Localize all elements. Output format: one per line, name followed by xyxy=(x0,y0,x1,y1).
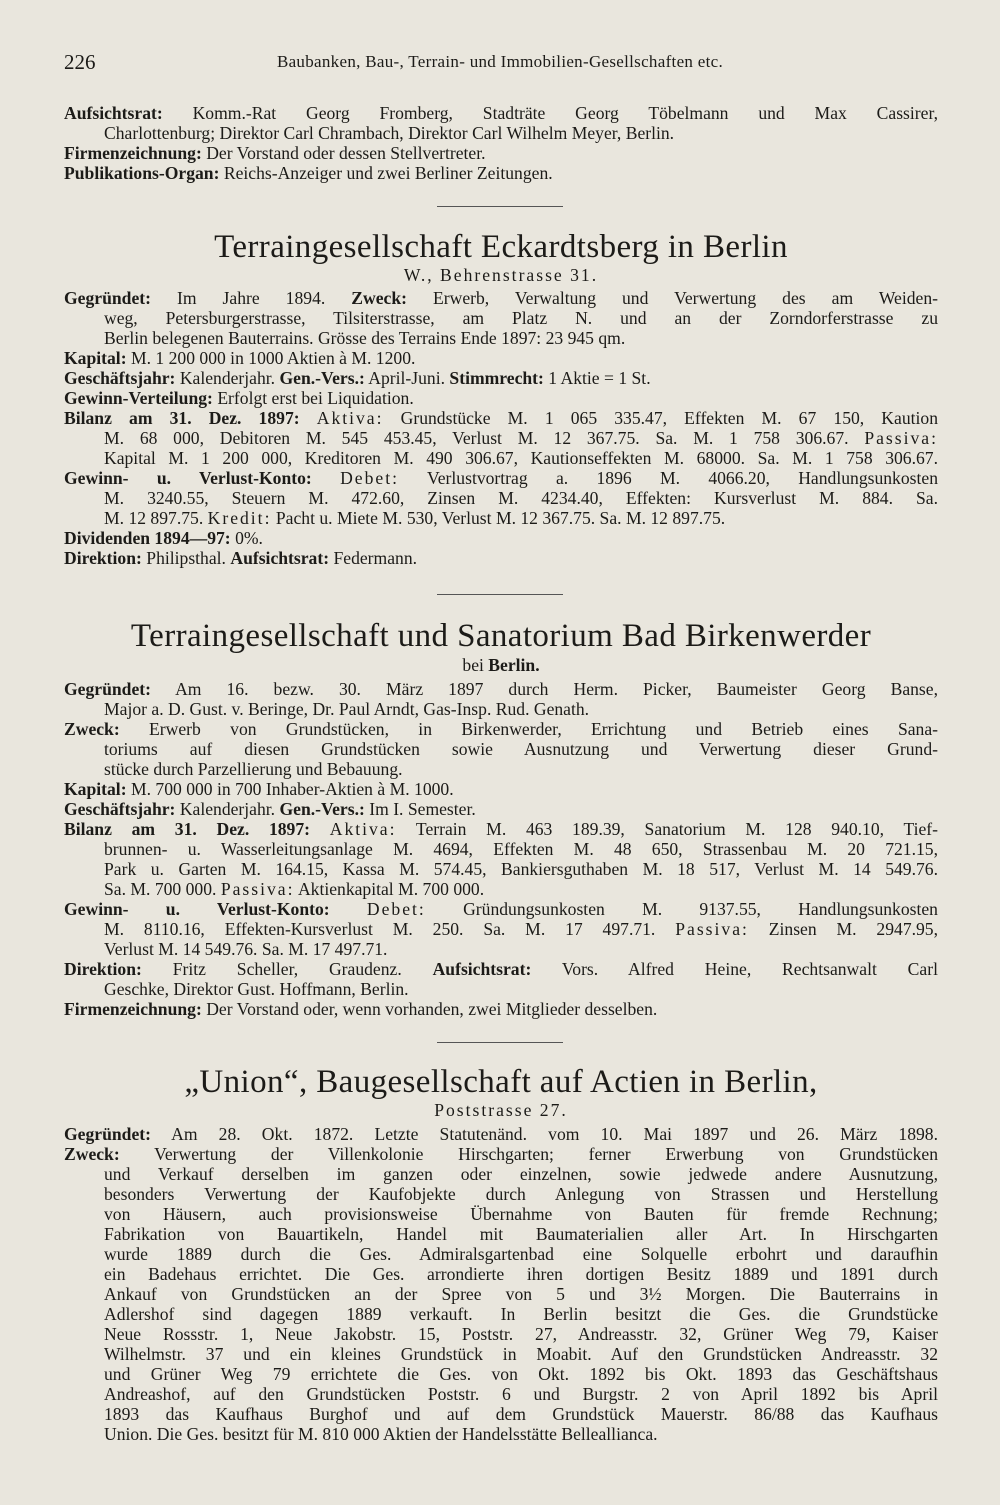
kapital-line: Kapital: M. 700 000 in 700 Inhaber-Aktien à M. 1000. xyxy=(64,779,454,799)
section-divider xyxy=(437,206,563,207)
bilanz-line-1: Bilanz am 31. Dez. 1897: Aktiva: Grundstücke M. 1 065 335.47, Effekten M. 67 150, Kaution xyxy=(64,408,938,428)
previous-entry-tail xyxy=(64,103,938,183)
firmenzeichnung-line: Firmenzeichnung: Der Vorstand oder, wenn vorhanden, zwei Mitglieder desselben. xyxy=(64,999,658,1019)
zweck-line: 1893 das Kaufhaus Burghof und auf dem Grundstück Mauerstr. 86/88 das Kaufhaus xyxy=(104,1404,938,1424)
zweck-line: und Verkauf derselben im ganzen oder einzelnen, sowie jedwede andere Ausnutzung, xyxy=(104,1164,938,1184)
bilanz-line-2: M. 68 000, Debitoren M. 545 453.45, Verlust M. 12 367.75. Sa. M. 1 758 306.67. Passiva: xyxy=(104,428,938,448)
geschaeftsjahr-line: Geschäftsjahr: Kalenderjahr. Gen.-Vers.: April-Juni. Stimmrecht: 1 Aktie = 1 St. xyxy=(64,368,651,388)
zweck-line: und Grüner Weg 79 errichtete die Ges. von Okt. 1892 bis Okt. 1893 das Geschäftshaus xyxy=(104,1364,938,1384)
gewinn-verteilung-line: Gewinn-Verteilung: Erfolgt erst bei Liquidation. xyxy=(64,388,414,408)
entry-birkenwerder xyxy=(64,679,938,1019)
company-title-birkenwerder: Terraingesellschaft und Sanatorium Bad Birkenwerder xyxy=(130,618,872,654)
company-title-eckardtsberg: Terraingesellschaft Eckardtsberg in Berlin xyxy=(214,229,788,265)
zweck-line: Neue Rossstr. 1, Neue Jakobstr. 15, Poststr. 27, Andreasstr. 32, Grüner Weg 79, Kaiser xyxy=(104,1324,938,1344)
guv-line-1: Gewinn- u. Verlust-Konto: Debet: Gründungsunkosten M. 9137.55, Handlungsunkosten xyxy=(64,899,938,919)
zweck-line: Andreashof, auf den Grundstücken Poststr. 6 und Burgstr. 2 von April 1892 bis April xyxy=(104,1384,938,1404)
zweck-line: Wilhelmstr. 37 und ein kleines Grundstück in Moabit. Auf den Grundstücken Andreasstr. 32 xyxy=(104,1344,938,1364)
firmenzeichnung-line: Firmenzeichnung: Der Vorstand oder dessen Stellvertreter. xyxy=(64,143,486,163)
kapital-line: Kapital: M. 1 200 000 in 1000 Aktien à M. 1200. xyxy=(64,348,416,368)
company-address-eckardtsberg: W., Behrenstrasse 31. xyxy=(403,265,599,285)
zweck-line: Ankauf von Grundstücken an der Spree von 5 und 3½ Morgen. Die Bauterrains in xyxy=(104,1284,938,1304)
zweck-line-1: Zweck: Verwertung der Villenkolonie Hirschgarten; ferner Erwerbung von Grundstücken xyxy=(64,1144,938,1164)
bilanz-line-2: brunnen- u. Wasserleitungsanlage M. 4694, Effekten M. 48 650, Strassenbau M. 20 721.15, xyxy=(104,839,938,859)
gegruendet-zweck-line: Gegründet: Im Jahre 1894. Zweck: Erwerb, Verwaltung und Verwertung des am Weiden- xyxy=(64,288,938,308)
geschaeftsjahr-line: Geschäftsjahr: Kalenderjahr. Gen.-Vers.: Im I. Semester. xyxy=(64,799,476,819)
aufsichtsrat-line: Aufsichtsrat: Komm.-Rat Georg Fromberg, Stadträte Georg Töbelmann und Max Cassirer, xyxy=(64,103,938,123)
zweck-line: Union. Die Ges. besitzt für M. 810 000 Aktien der Handelsstätte Belleallianca. xyxy=(104,1424,658,1444)
page-number: 226 xyxy=(64,50,96,74)
company-address-birkenwerder: bei Berlin. xyxy=(462,655,540,675)
running-head xyxy=(64,50,936,80)
entry-union xyxy=(64,1124,938,1444)
bilanz-line-1: Bilanz am 31. Dez. 1897: Aktiva: Terrain M. 463 189.39, Sanatorium M. 128 940.10, Tief- xyxy=(64,819,938,839)
gegruendet-line-1: Gegründet: Am 16. bezw. 30. März 1897 durch Herm. Picker, Baumeister Georg Banse, xyxy=(64,679,938,699)
aufsichtsrat-line-2: Charlottenburg; Direktor Carl Chrambach, Direktor Carl Wilhelm Meyer, Berlin. xyxy=(104,123,675,143)
publikation-line: Publikations-Organ: Reichs-Anzeiger und zwei Berliner Zeitungen. xyxy=(64,163,553,183)
zweck-line-1: Zweck: Erwerb von Grundstücken, in Birkenwerder, Errichtung und Betrieb eines Sana- xyxy=(64,719,938,739)
gegruendet-line-2: Major a. D. Gust. v. Beringe, Dr. Paul Arndt, Gas-Insp. Rud. Genath. xyxy=(104,699,590,719)
company-address-union: Poststrasse 27. xyxy=(434,1100,568,1120)
company-title-union: „Union“, Baugesellschaft auf Actien in Berlin, xyxy=(184,1064,818,1100)
guv-line-3: Verlust M. 14 549.76. Sa. M. 17 497.71. xyxy=(104,939,388,959)
guv-line-3: M. 12 897.75. Kredit: Pacht u. Miete M. 530, Verlust M. 12 367.75. Sa. M. 12 897.75. xyxy=(104,508,726,528)
guv-line-2: M. 8110.16, Effekten-Kursverlust M. 250. Sa. M. 17 497.71. Passiva: Zinsen M. 2947.95, xyxy=(104,919,938,939)
zweck-line-2: weg, Petersburgerstrasse, Tilsiterstrasse, am Platz N. und an der Zorndorferstrasse zu xyxy=(104,308,938,328)
guv-line-1: Gewinn- u. Verlust-Konto: Debet: Verlustvortrag a. 1896 M. 4066.20, Handlungsunkosten xyxy=(64,468,938,488)
dividenden-line: Dividenden 1894—97: 0%. xyxy=(64,528,263,548)
section-divider xyxy=(437,594,563,595)
entry-eckardtsberg xyxy=(64,288,938,568)
direktion-line: Direktion: Fritz Scheller, Graudenz. Aufsichtsrat: Vors. Alfred Heine, Rechtsanwalt Carl xyxy=(64,959,938,979)
bilanz-line-3: Park u. Garten M. 164.15, Kassa M. 574.45, Bankiersguthaben M. 18 517, Verlust M. 14 549.76. xyxy=(104,859,938,879)
zweck-line: Fabrikation von Bauartikeln, Handel mit Baumaterialien aller Art. In Hirschgarten xyxy=(104,1224,938,1244)
zweck-line: wurde 1889 durch die Ges. Admiralsgartenbad eine Solquelle erbohrt und daraufhin xyxy=(104,1244,938,1264)
running-title: Baubanken, Bau-, Terrain- und Immobilien-Gesellschaften etc. xyxy=(276,52,724,71)
bilanz-line-4: Sa. M. 700 000. Passiva: Aktienkapital M. 700 000. xyxy=(104,879,485,899)
zweck-line: Adlershof sind dagegen 1889 verkauft. In Berlin besitzt die Ges. die Grundstücke xyxy=(104,1304,938,1324)
zweck-line-3: stücke durch Parzellierung und Bebauung. xyxy=(104,759,403,779)
guv-line-2: M. 3240.55, Steuern M. 472.60, Zinsen M. 4234.40, Effekten: Kursverlust M. 884. Sa. xyxy=(104,488,938,508)
zweck-line-3: Berlin belegenen Bauterrains. Grösse des Terrains Ende 1897: 23 945 qm. xyxy=(104,328,626,348)
zweck-line: von Häusern, auch provisionsweise Übernahme von Bauten für fremde Rechnung; xyxy=(104,1204,938,1224)
gegruendet-line: Gegründet: Am 28. Okt. 1872. Letzte Statutenänd. vom 10. Mai 1897 und 26. März 1898. xyxy=(64,1124,938,1144)
zweck-line: ein Badehaus errichtet. Die Ges. arrondierte ihren dortigen Besitz 1889 und 1891 durch xyxy=(104,1264,938,1284)
section-divider xyxy=(437,1042,563,1043)
direktion-line: Direktion: Philipsthal. Aufsichtsrat: Federmann. xyxy=(64,548,418,568)
zweck-line: besonders Verwertung der Kaufobjekte durch Anlegung von Strassen und Herstellung xyxy=(104,1184,938,1204)
zweck-line-2: toriums auf diesen Grundstücken sowie Ausnutzung und Verwertung dieser Grund- xyxy=(104,739,938,759)
bilanz-line-3: Kapital M. 1 200 000, Kreditoren M. 490 306.67, Kautionseffekten M. 68000. Sa. M. 1 758 306.67. xyxy=(104,448,938,468)
aufsichtsrat-line-2: Geschke, Direktor Gust. Hoffmann, Berlin. xyxy=(104,979,409,999)
